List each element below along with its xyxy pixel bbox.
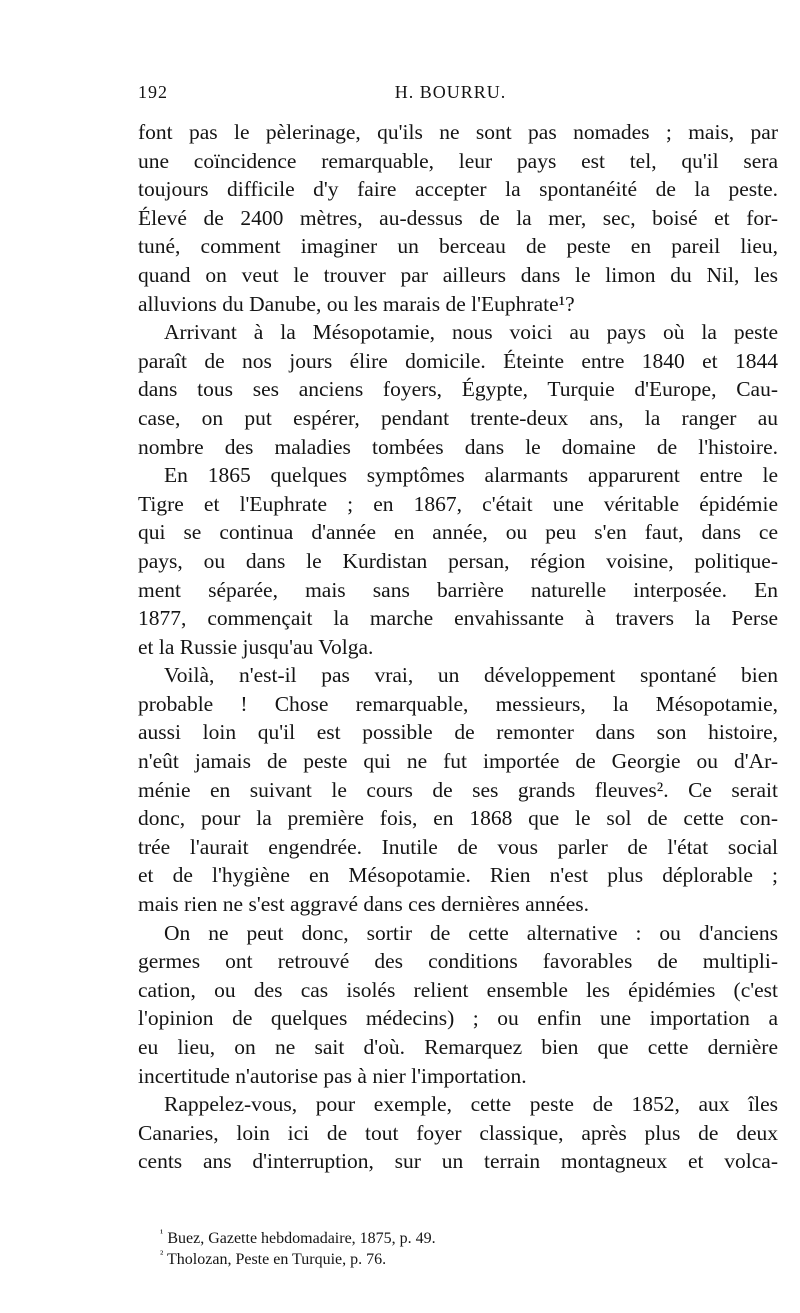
text-line: nombre des maladies tombées dans le domaine de l'histoire. xyxy=(138,434,778,459)
text-line: qui se continua d'année en année, ou peu s'en faut, dans ce xyxy=(138,520,778,545)
text-line: Voilà, n'est-il pas vrai, un développement spontané bien xyxy=(164,663,778,688)
text-line: Canaries, loin ici de tout foyer classique, après plus de deux xyxy=(138,1120,778,1145)
footnotes xyxy=(160,1228,720,1270)
text-line: Élevé de 2400 mètres, au-dessus de la mer, sec, boisé et for- xyxy=(138,205,778,230)
text-line: l'opinion de quelques médecins) ; ou enfin une importation a xyxy=(138,1006,778,1031)
text-line: dans tous ses anciens foyers, Égypte, Turquie d'Europe, Cau- xyxy=(138,377,778,402)
text-line: une coïncidence remarquable, leur pays est tel, qu'il sera xyxy=(138,148,778,173)
text-line: Arrivant à la Mésopotamie, nous voici au pays où la peste xyxy=(164,320,778,345)
footnote-marker: ¹ xyxy=(160,1227,164,1240)
footnote xyxy=(160,1249,720,1270)
text-line: n'eût jamais de peste qui ne fut importée de Georgie ou d'Ar- xyxy=(138,749,778,774)
text-line: et de l'hygiène en Mésopotamie. Rien n'est plus déplorable ; xyxy=(138,863,778,888)
running-head-title: H. BOURRU. xyxy=(394,82,507,102)
text-line: pays, ou dans le Kurdistan persan, région voisine, politique- xyxy=(138,548,778,573)
text-line: quand on veut le trouver par ailleurs dans le limon du Nil, les xyxy=(138,262,778,287)
text-line: eu lieu, on ne sait d'où. Remarquez bien que cette dernière xyxy=(138,1035,778,1059)
text-line: paraît de nos jours élire domicile. Éteinte entre 1840 et 1844 xyxy=(138,348,778,373)
footnote-text: Buez, Gazette hebdomadaire, 1875, p. 49. xyxy=(167,1230,436,1247)
text-line: ménie en suivant le cours de ses grands fleuves². Ce serait xyxy=(138,777,778,802)
text-line: cation, ou des cas isolés relient ensemble les épidémies (c'est xyxy=(138,977,778,1002)
text-line: On ne peut donc, sortir de cette alternative : ou d'anciens xyxy=(164,920,778,945)
text-line: germes ont retrouvé des conditions favorables de multipli- xyxy=(138,949,778,974)
page-number: 192 xyxy=(138,82,168,102)
text-line: trée l'aurait engendrée. Inutile de vous parler de l'état social xyxy=(138,834,778,859)
text-line: Tigre et l'Euphrate ; en 1867, c'était une véritable épidémie xyxy=(138,491,778,516)
text-line: font pas le pèlerinage, qu'ils ne sont pas nomades ; mais, par xyxy=(138,120,778,144)
text-line: ment séparée, mais sans barrière naturelle interposée. En xyxy=(138,577,778,602)
text-line: donc, pour la première fois, en 1868 que le sol de cette con- xyxy=(138,806,778,831)
text-line: En 1865 quelques symptômes alarmants apparurent entre le xyxy=(164,463,778,488)
text-line: mais rien ne s'est aggravé dans ces dernières années. xyxy=(138,892,590,917)
text-line: probable ! Chose remarquable, messieurs, la Mésopotamie, xyxy=(138,691,778,716)
text-line: 1877, commençait la marche envahissante à travers la Perse xyxy=(138,606,778,631)
footnote-marker: ² xyxy=(160,1248,164,1261)
text-line: et la Russie jusqu'au Volga. xyxy=(138,634,374,659)
text-line: case, on put espérer, pendant trente-deux ans, la ranger au xyxy=(138,405,778,430)
running-head xyxy=(138,82,763,108)
footnote-text: Tholozan, Peste en Turquie, p. 76. xyxy=(167,1251,387,1268)
footnote xyxy=(160,1228,720,1249)
body-text xyxy=(138,118,778,1176)
text-line: tuné, comment imaginer un berceau de peste en pareil lieu, xyxy=(138,234,778,259)
text-line: incertitude n'autorise pas à nier l'importation. xyxy=(138,1063,527,1088)
text-line: toujours difficile d'y faire accepter la spontanéité de la peste. xyxy=(138,177,778,202)
text-line: Rappelez-vous, pour exemple, cette peste de 1852, aux îles xyxy=(164,1092,778,1117)
text-line: alluvions du Danube, ou les marais de l'Euphrate¹? xyxy=(138,291,575,316)
text-line: aussi loin qu'il est possible de remonter dans son histoire, xyxy=(138,720,778,745)
text-line: cents ans d'interruption, sur un terrain montagneux et volca- xyxy=(138,1149,778,1174)
